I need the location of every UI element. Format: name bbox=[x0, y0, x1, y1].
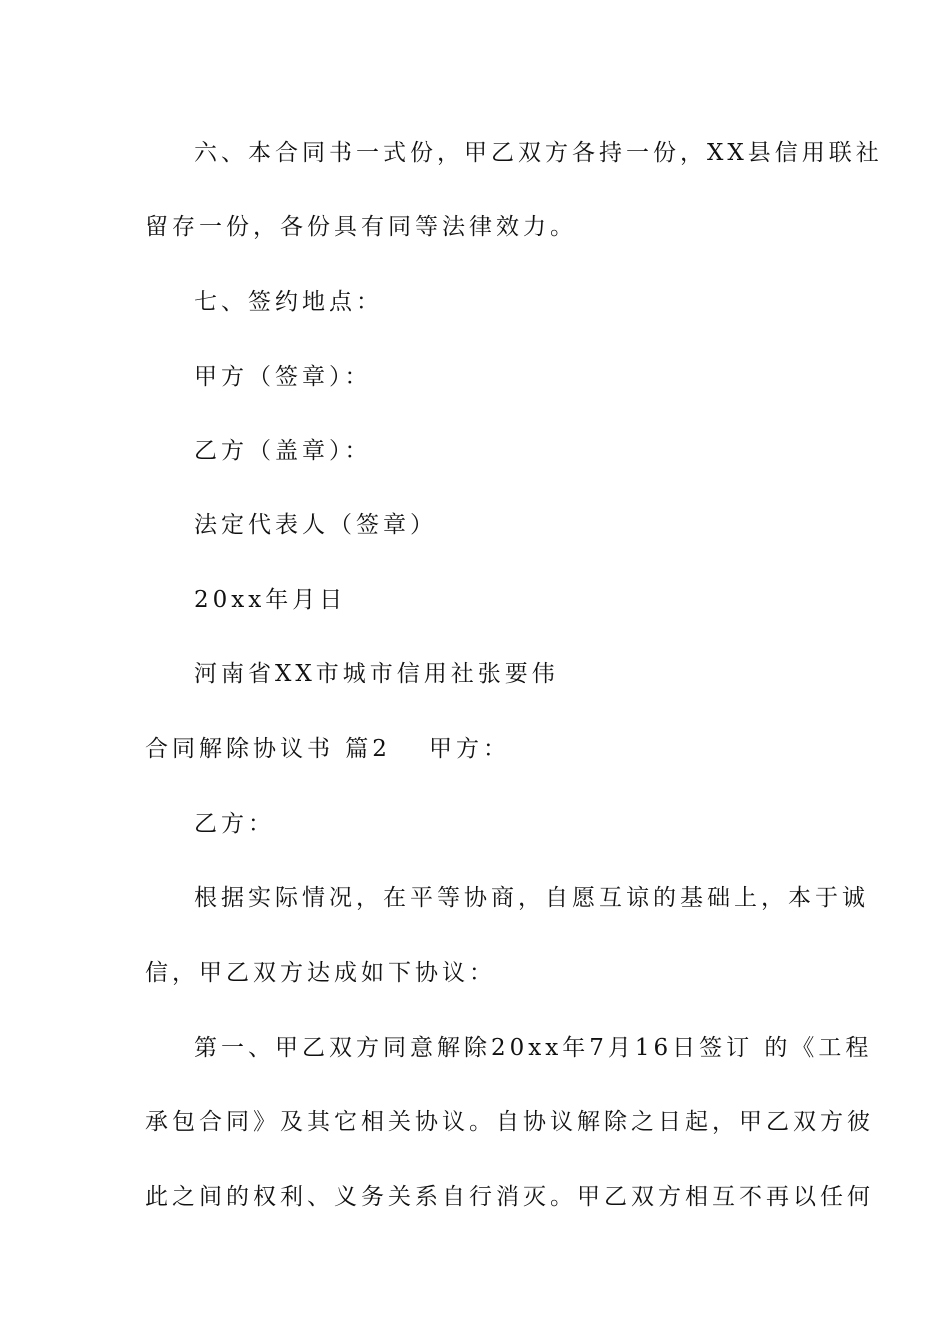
legal-representative: 法定代表人（签章） bbox=[194, 512, 437, 538]
party-a-signature: 甲方（签章）： bbox=[194, 364, 372, 390]
intro-paragraph-line-2: 信，甲乙双方达成如下协议： bbox=[145, 960, 496, 986]
date-line: 20xx年月日 bbox=[194, 587, 347, 613]
clause-six-line-2: 留存一份，各份具有同等法律效力。 bbox=[145, 214, 577, 240]
intro-paragraph-line-1: 根据实际情况，在平等协商，自愿互谅的基础上，本于诚 bbox=[194, 885, 869, 911]
signatory-name: 河南省XX市城市信用社张要伟 bbox=[194, 661, 559, 687]
article-one-line-2: 承包合同》及其它相关协议。自协议解除之日起，甲乙双方彼 bbox=[145, 1109, 874, 1135]
article-one-line-1: 第一、甲乙双方同意解除20xx年7月16日签订 的《工程 bbox=[194, 1035, 873, 1061]
section-heading-row bbox=[145, 734, 510, 764]
section-title: 合同解除协议书 篇2 bbox=[145, 736, 391, 762]
party-b-seal: 乙方（盖章）： bbox=[194, 438, 372, 464]
party-a-label: 甲方： bbox=[428, 736, 510, 762]
clause-six-line-1: 六、本合同书一式份，甲乙双方各持一份，XX县信用联社 bbox=[194, 140, 883, 166]
article-one-line-3: 此之间的权利、义务关系自行消灭。甲乙双方相互不再以任何 bbox=[145, 1184, 874, 1210]
party-b-label: 乙方： bbox=[194, 811, 275, 837]
clause-seven: 七、签约地点： bbox=[194, 289, 383, 315]
